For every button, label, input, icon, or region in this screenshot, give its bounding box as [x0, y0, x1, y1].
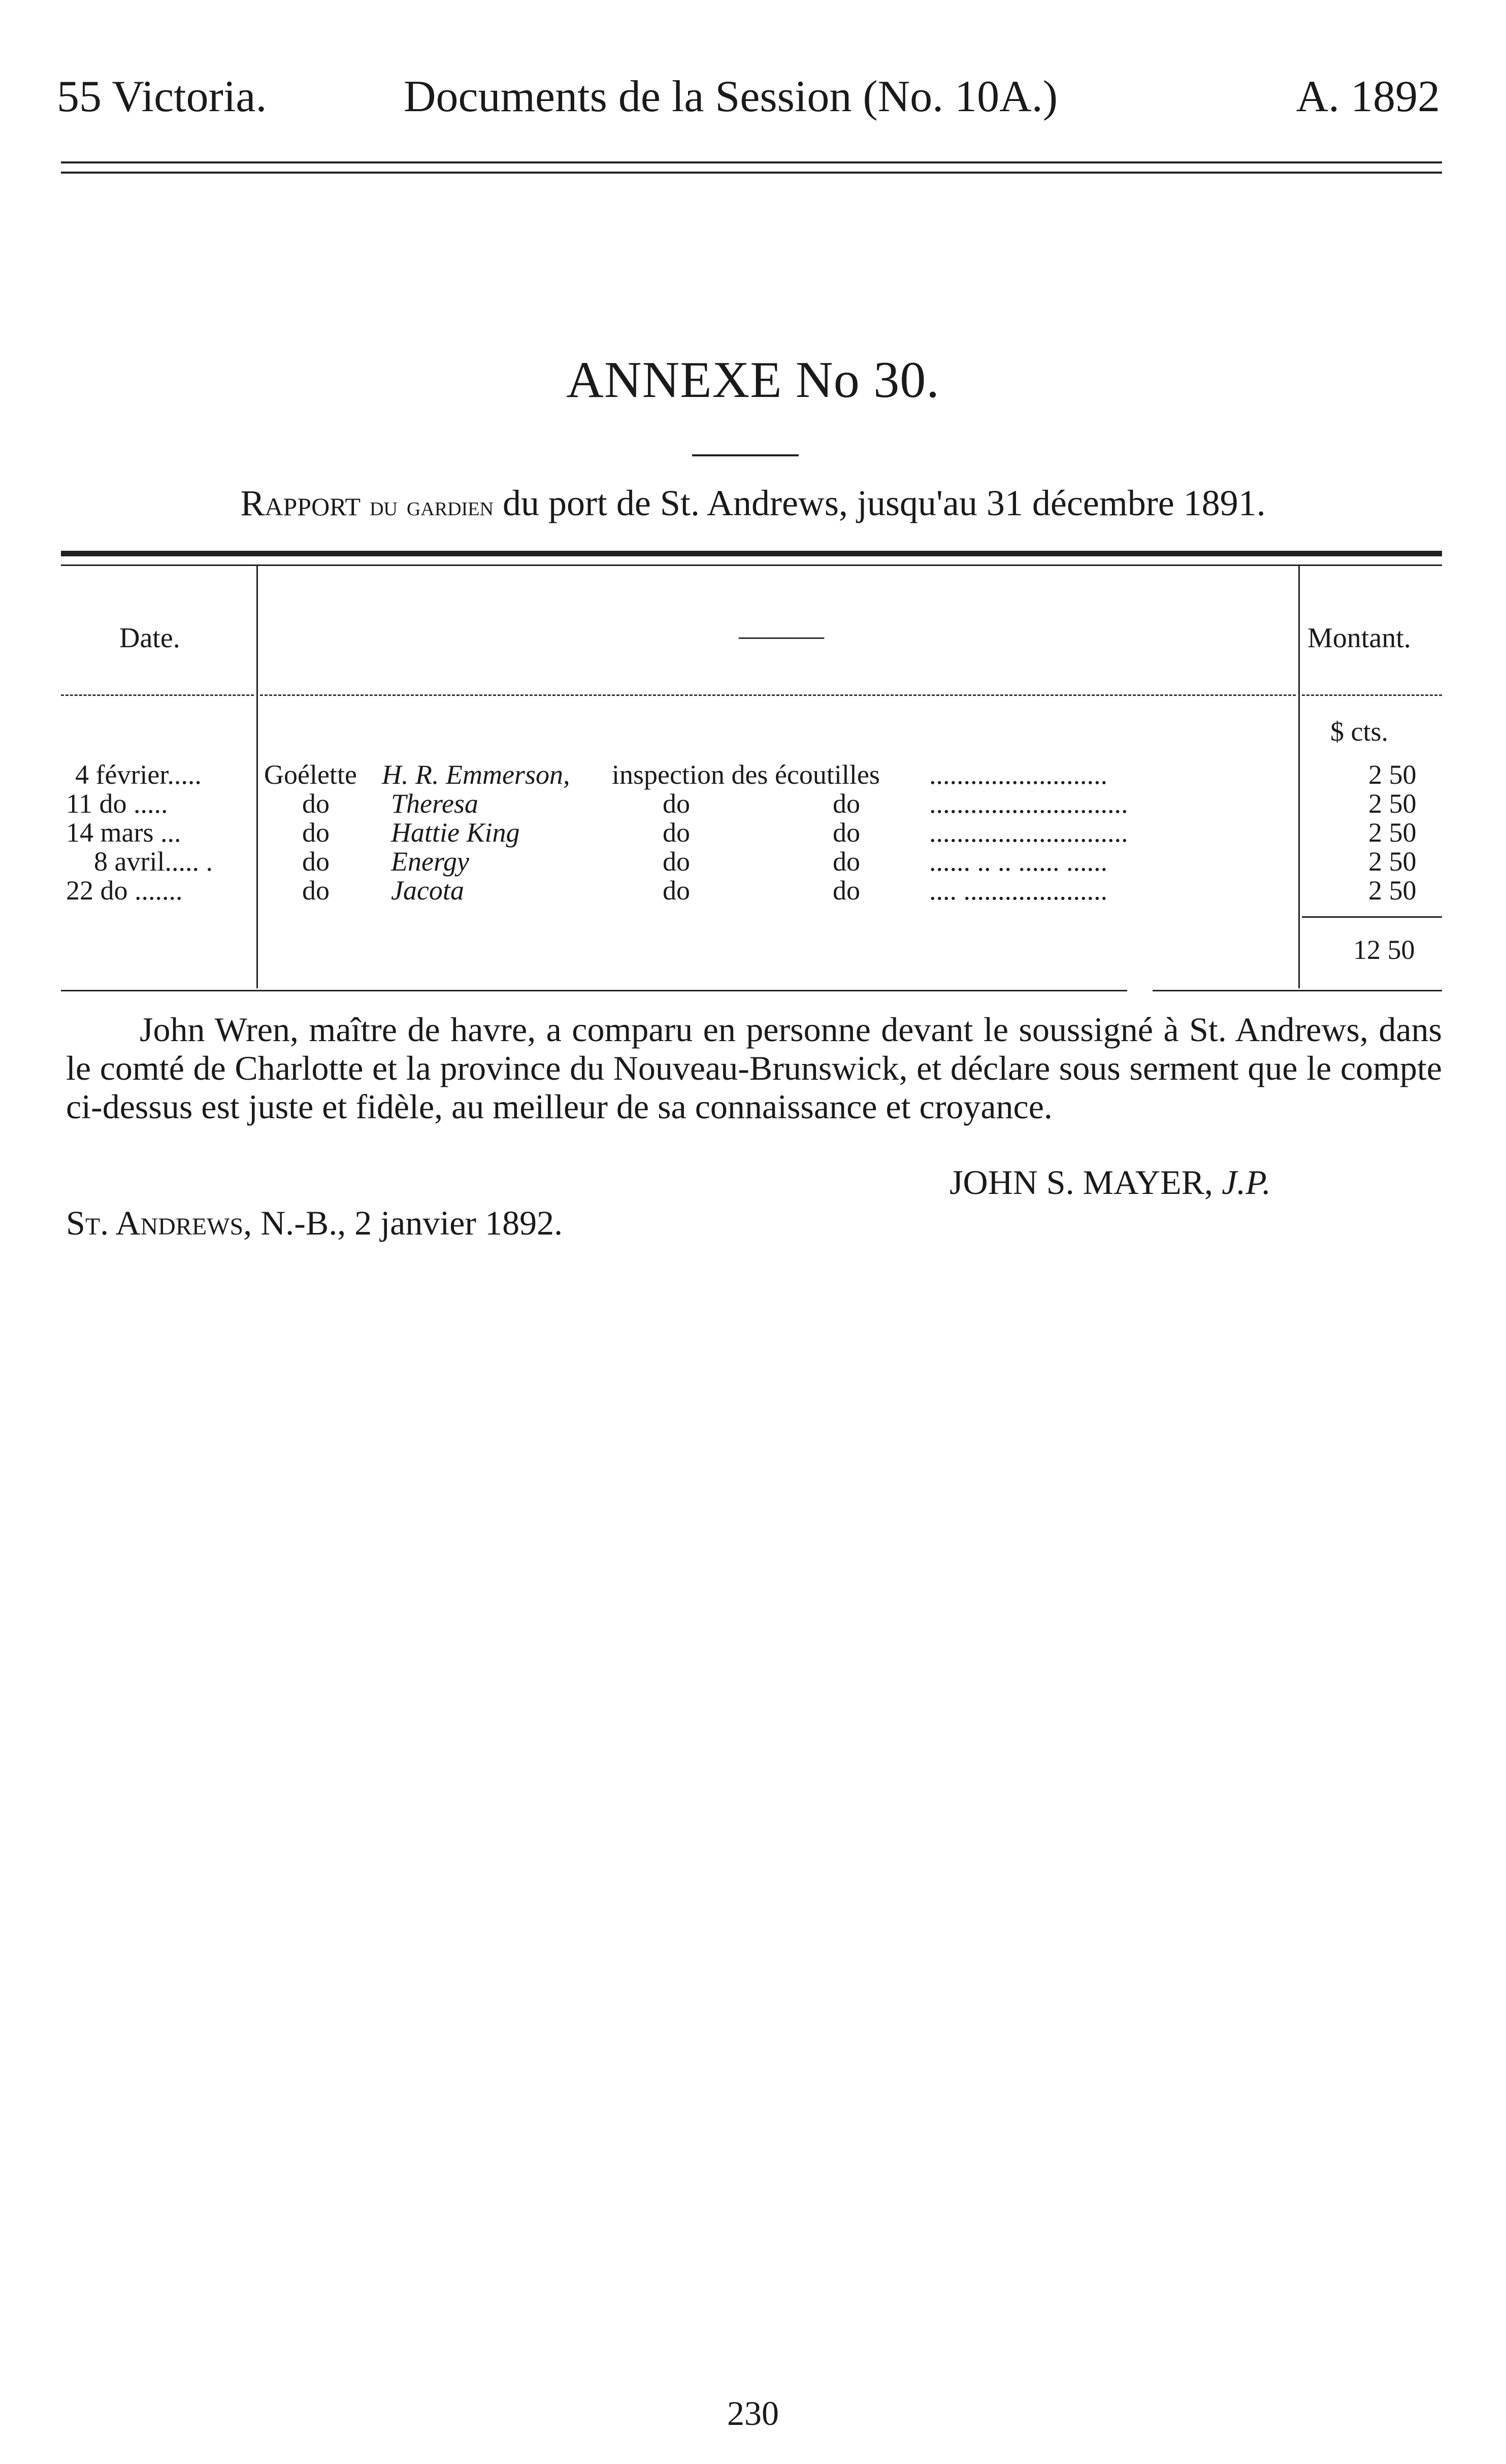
row-5-date: 22 do ....... — [66, 875, 183, 906]
place-date — [66, 1203, 563, 1243]
row-3-leader: ............................. — [929, 817, 1128, 848]
row-2-amount: 2 50 — [1368, 788, 1417, 819]
row-2-leader: ............................. — [929, 788, 1128, 819]
col-header-middle: ——— — [739, 620, 824, 651]
report-subtitle — [0, 482, 1506, 524]
row-3-amount: 2 50 — [1368, 817, 1417, 848]
row-2-vessel: Theresa — [391, 788, 478, 819]
title-dash — [692, 454, 799, 456]
header-volume: 55 Victoria. — [57, 72, 267, 121]
row-5-leader: .... ..................... — [929, 875, 1107, 906]
col-header-amount: Montant. — [1307, 622, 1411, 654]
currency-units: $ cts. — [1330, 716, 1388, 747]
row-1-description: inspection des écoutilles — [612, 759, 880, 790]
table-bottom-rule — [61, 990, 1127, 991]
header-separator-date — [61, 694, 254, 696]
row-2-desc-1: do — [663, 788, 690, 819]
row-5-desc-2: do — [833, 875, 860, 906]
row-4-vessel-prefix: do — [302, 846, 330, 877]
place-name: St. Andrews, — [66, 1204, 252, 1242]
subtitle-du: du — [370, 491, 398, 521]
col-header-date: Date. — [119, 622, 180, 654]
header-rule-top — [61, 161, 1442, 163]
place-date-rest: N.-B., 2 janvier 1892. — [260, 1204, 563, 1242]
row-3-vessel-prefix: do — [302, 817, 330, 848]
row-5-vessel: Jacota — [391, 875, 464, 906]
row-1-amount: 2 50 — [1368, 759, 1417, 790]
subtitle-gardien: gardien — [406, 491, 494, 521]
row-4-desc-1: do — [663, 846, 690, 877]
col-divider-date — [256, 564, 258, 988]
header-separator-amount — [1302, 694, 1442, 696]
attestation-text: John Wren, maître de havre, a comparu en personne devant le soussigné à St. Andrews, dans le comté de Charlotte et la province du Nouveau-Brunswick, et déclare sous serment que le compte ci-dessus est juste et fidèle, au meilleur de sa connaissance et croyance. — [66, 1010, 1442, 1126]
signature-title: J.P. — [1221, 1163, 1271, 1202]
row-1-vessel: H. R. Emmerson, — [382, 759, 570, 790]
row-1-leader: .......................... — [929, 759, 1107, 790]
row-2-desc-2: do — [833, 788, 860, 819]
row-3-desc-2: do — [833, 817, 860, 848]
row-3-date: 14 mars ... — [66, 817, 181, 848]
row-4-vessel: Energy — [391, 846, 469, 877]
page-number: 230 — [727, 2394, 779, 2433]
table-bottom-rule-amount — [1153, 990, 1442, 991]
header-separator-middle — [260, 694, 1296, 696]
header-session: Documents de la Session (No. 10A.) — [404, 72, 1058, 121]
row-4-desc-2: do — [833, 846, 860, 877]
header-year: A. 1892 — [1296, 72, 1440, 121]
signature — [950, 1162, 1271, 1203]
row-4-amount: 2 50 — [1368, 846, 1417, 877]
row-4-leader: ...... .. .. ...... ...... — [929, 846, 1107, 877]
col-divider-amount — [1298, 564, 1300, 988]
total-rule — [1302, 916, 1442, 918]
row-3-vessel: Hattie King — [391, 817, 520, 848]
row-5-vessel-prefix: do — [302, 875, 330, 906]
row-1-vessel-prefix: Goélette — [264, 759, 357, 790]
attestation-paragraph — [66, 1010, 1442, 1126]
row-3-desc-1: do — [663, 817, 690, 848]
table-rule-thin — [61, 564, 1442, 566]
row-4-date: 8 avril..... . — [94, 846, 213, 877]
row-1-date: 4 février..... — [75, 759, 202, 790]
total-amount: 12 50 — [1353, 935, 1415, 965]
signature-name: JOHN S. MAYER, — [950, 1163, 1213, 1202]
header-rule-bottom — [61, 172, 1442, 174]
table-rule-thick — [61, 551, 1442, 556]
row-2-vessel-prefix: do — [302, 788, 330, 819]
row-5-amount: 2 50 — [1368, 875, 1417, 906]
row-2-date: 11 do ..... — [66, 788, 168, 819]
row-5-desc-1: do — [663, 875, 690, 906]
subtitle-rest: du port de St. Andrews, jusqu'au 31 décembre 1891. — [502, 483, 1266, 523]
annex-title: ANNEXE No 30. — [566, 351, 940, 409]
subtitle-report: Rapport — [240, 483, 361, 523]
